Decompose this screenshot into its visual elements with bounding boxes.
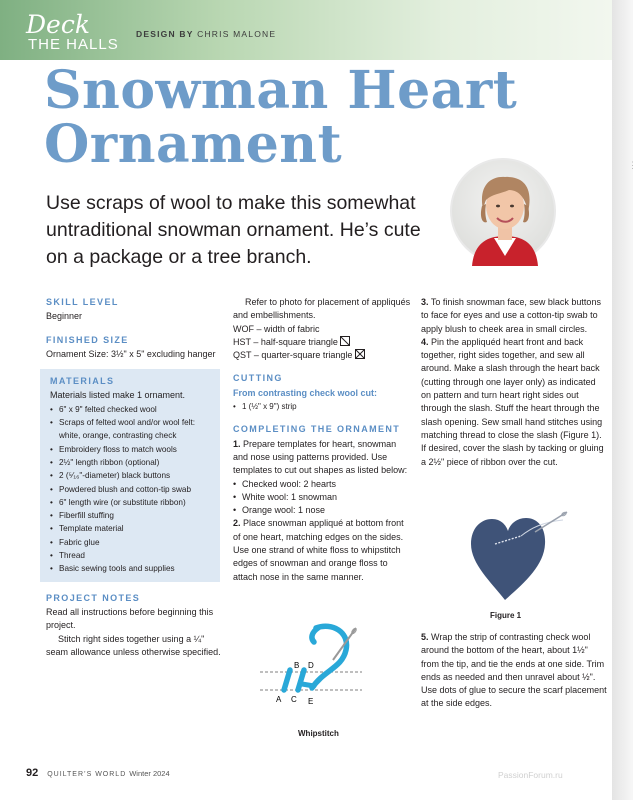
list-item: • Basic sewing tools and supplies <box>50 562 214 575</box>
list-item: • White wool: 1 snowman <box>233 491 411 504</box>
figure-1-caption: Figure 1 <box>490 611 522 620</box>
whipstitch-diagram <box>258 620 368 725</box>
list-item: • Template material <box>50 522 214 535</box>
page-title <box>44 60 518 175</box>
cutting-sub: From contrasting check wool cut: <box>233 387 378 398</box>
heart-stitch-figure <box>465 508 575 608</box>
step-4 <box>421 336 607 469</box>
step-number: 4. <box>421 336 429 347</box>
list-item: • 1 (½" x 9") strip <box>233 400 411 413</box>
step-number: 2. <box>233 518 241 529</box>
designer-name: CHRIS MALONE <box>197 29 277 39</box>
skill-level-value: Beginner <box>46 311 83 322</box>
watermark: PassionForum.ru <box>498 770 563 780</box>
list-item: • 2 (⁵⁄₁₆"-diameter) black buttons <box>50 469 214 482</box>
list-item: • 6" x 9" felted checked wool <box>50 403 214 416</box>
refer-paragraph: Refer to photo for placement of appliqués and embellishments. <box>233 297 411 321</box>
list-item: • Scraps of felted wool and/or wool felt: white, orange, contrasting check <box>50 416 214 443</box>
list-item: • Powdered blush and cotton-tip swab <box>50 483 214 496</box>
list-item: • 6" length wire (or substitute ribbon) <box>50 496 214 509</box>
step-text: Prepare templates for heart, snowman and nose using patterns provided. Use templates to cut out shapes as listed below: <box>233 438 408 476</box>
finished-size-heading: FINISHED SIZE <box>46 334 129 345</box>
column-2 <box>233 296 411 584</box>
abbr-wof: WOF – width of fabric <box>233 323 320 334</box>
abbr-qst-row <box>233 349 411 362</box>
magazine-name: QUILTER’S WORLD <box>47 771 127 778</box>
list-item: • Fiberfill stuffing <box>50 509 214 522</box>
page-footer <box>26 767 170 779</box>
label-a: A <box>276 695 282 704</box>
cut-list <box>233 478 411 518</box>
edge-mark: ⋮ <box>628 160 637 170</box>
design-credit <box>136 29 276 39</box>
step-1 <box>233 438 411 478</box>
label-b: B <box>294 661 300 670</box>
column-3-lower <box>421 631 607 711</box>
step-5 <box>421 631 607 711</box>
completing-heading: COMPLETING THE ORNAMENT <box>233 424 401 435</box>
label-c: C <box>291 695 297 704</box>
step-text: Wrap the strip of contrasting check wool around the bottom of the heart, about 1½" from the tip, and tie the ends at one side. Trim ends as needed and then unravel about ½". Use dots of glue to secure the scarf placement at the side edges. <box>421 632 607 709</box>
whipstitch-caption: Whipstitch <box>298 729 339 738</box>
column-1 <box>46 296 224 659</box>
section-caps-title: THE HALLS <box>28 36 119 53</box>
list-item: • Orange wool: 1 nose <box>233 504 411 517</box>
page-edge <box>612 0 633 800</box>
page-number: 92 <box>26 767 39 779</box>
list-item: • 2½" length ribbon (optional) <box>50 456 214 469</box>
list-item: • Thread <box>50 549 214 562</box>
list-item: • Fabric glue <box>50 536 214 549</box>
materials-note: Materials listed make 1 ornament. <box>50 390 186 401</box>
design-by-label: DESIGN BY <box>136 29 194 39</box>
cutting-heading: CUTTING <box>233 373 283 384</box>
step-number: 1. <box>233 438 241 449</box>
qst-icon <box>355 349 365 359</box>
step-text: To finish snowman face, sew black buttons to face for eyes and use a cotton-tip swab to apply blush to cheek area in small circles. <box>421 297 601 334</box>
designer-photo <box>450 158 556 264</box>
label-e: E <box>308 697 314 706</box>
title-line-2: Ornament <box>44 114 343 175</box>
cutting-list <box>233 400 411 413</box>
finished-size-value: Ornament Size: 3½" x 5" excluding hanger <box>46 348 216 359</box>
project-notes-p1: Read all instructions before beginning this project. <box>46 606 214 631</box>
column-3 <box>421 296 607 469</box>
step-text: Place snowman appliqué at bottom front of one heart, matching edges on the sides. Use one strand of white floss to whipstitch edges of snowman and orange floss to attach nose in the same manner. <box>233 518 404 582</box>
list-item: • Embroidery floss to match wools <box>50 443 214 456</box>
list-item: • Checked wool: 2 hearts <box>233 478 411 491</box>
whipstitch-illustration <box>258 620 368 725</box>
section-script-title: Deck <box>26 10 90 39</box>
intro-paragraph: Use scraps of wool to make this somewhat untraditional snowman ornament. He’s cute on a package or a tree branch. <box>46 192 421 268</box>
step-text: Pin the appliquéd heart front and back together, right sides together, and sew all around. Make a slash through the heart back (cutting through one layer only) as indicated on pattern and turn heart right sides out through the slash. Stuff the heart through the slash opening. Sew small hand stitches using matching thread to close the slash (Figure 1). If desired, cover the slash by tacking or gluing a 2½" piece of ribbon over the cut. <box>421 336 604 467</box>
step-2 <box>233 517 411 583</box>
step-number: 3. <box>421 297 429 307</box>
abbr-hst: HST – half-square triangle <box>233 336 338 347</box>
materials-box <box>40 369 220 581</box>
figure-1-illustration <box>465 508 575 608</box>
abbr-qst: QST – quarter-square triangle <box>233 350 353 361</box>
designer-portrait-illustration <box>452 160 558 266</box>
step-3 <box>421 296 607 336</box>
issue-label: Winter 2024 <box>129 769 170 778</box>
abbr-hst-row <box>233 336 411 349</box>
materials-list <box>50 403 214 576</box>
materials-heading: MATERIALS <box>50 376 115 387</box>
project-notes-p2: Stitch right sides together using a ¼" seam allowance unless otherwise specified. <box>46 633 221 657</box>
skill-level-heading: SKILL LEVEL <box>46 297 119 307</box>
project-notes-heading: PROJECT NOTES <box>46 592 141 603</box>
hst-icon <box>340 336 350 346</box>
title-line-1: Snowman Heart <box>44 60 518 121</box>
label-d: D <box>308 661 314 670</box>
step-number: 5. <box>421 632 429 642</box>
